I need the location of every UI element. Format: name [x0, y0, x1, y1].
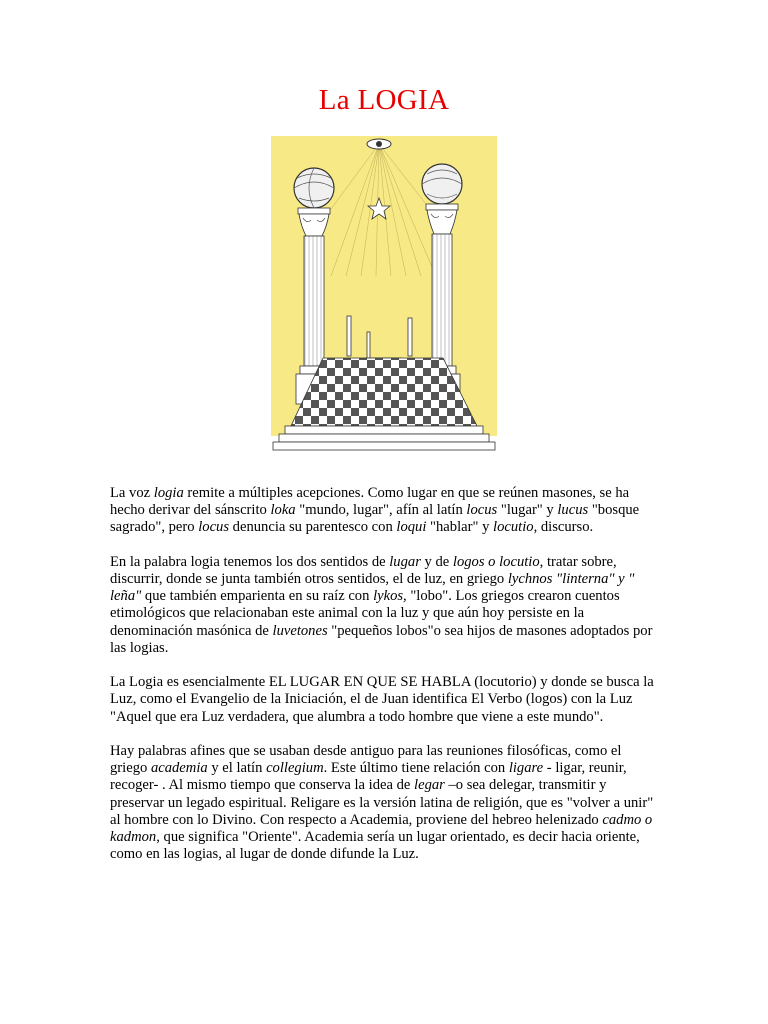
- italic-term: locus: [466, 502, 498, 519]
- italic-term: collegium: [266, 760, 324, 777]
- text-segment: y el latín: [207, 760, 267, 777]
- article-body: [110, 485, 658, 881]
- italic-term: legar: [414, 777, 445, 794]
- italic-term: academia: [150, 760, 208, 777]
- text-segment: denuncia su parentesco con: [229, 519, 397, 536]
- italic-term: loka: [270, 502, 296, 519]
- text-segment: "pequeños lobos"o sea hijos de masones adoptados por las logias.: [110, 622, 653, 656]
- italic-term: locus: [198, 519, 230, 536]
- italic-term: logos o locutio,: [452, 553, 544, 570]
- text-segment: La Logia es esencialmente EL LUGAR EN QUE SE HABLA (locutorio) y donde se busca la Luz, como el Evangelio de la Iniciación, el de Juan identifica El Verbo (logos) con la Luz "Aquel que era Luz verdadera, que alumbra a todo hombre que viene a este mundo".: [110, 674, 654, 725]
- italic-term: lucus: [557, 502, 589, 519]
- text-segment: que también emparienta en su raíz con: [141, 588, 374, 605]
- text-segment: Hay palabras afines que se usaban desde antiguo para las reuniones filosóficas, como el griego: [110, 743, 622, 777]
- text-segment: "hablar" y: [426, 519, 494, 536]
- text-segment: "mundo, lugar", afín al latín: [295, 502, 467, 519]
- italic-term: logia: [153, 485, 184, 501]
- text-segment: remite a múltiples acepciones. Como lugar en que se reúnen masones, se ha hecho derivar del sánscrito: [110, 485, 630, 519]
- paragraph: [110, 674, 658, 726]
- text-segment: "lugar" y: [497, 502, 558, 519]
- paragraph: [110, 485, 658, 537]
- italic-term: lykos,: [373, 588, 407, 605]
- page-title: La LOGIA: [318, 84, 450, 116]
- italic-term: luvetones: [272, 622, 328, 639]
- text-segment: , discurso.: [533, 519, 594, 536]
- text-segment: En la palabra logia tenemos los dos sentidos de: [110, 553, 390, 570]
- text-segment: "lobo". Los griegos crearon cuentos etimológicos que relacionaban este animal con la luz y que aún hoy persiste en la denominación masónica de: [110, 588, 620, 639]
- italic-term: cadmo o kadmon: [110, 811, 653, 846]
- italic-term: locutio: [493, 519, 534, 536]
- masonic-lodge-illustration: [271, 136, 497, 470]
- text-segment: - ligar, reunir, recoger- . Al mismo tiempo que conserva la idea de: [110, 760, 627, 794]
- italic-term: loqui: [396, 519, 427, 536]
- text-segment: , que significa "Oriente". Academia sería un lugar orientado, es decir hacia oriente, como en las logias, al lugar de donde difunde la Luz.: [110, 829, 640, 863]
- text-segment: tratar sobre, discurrir, donde se junta también otros sentidos, el de luz, en griego: [110, 553, 617, 587]
- text-segment: "bosque sagrado", pero: [110, 502, 640, 536]
- paragraph: [110, 554, 658, 657]
- paragraph: [110, 743, 658, 863]
- italic-term: lugar: [389, 553, 421, 570]
- italic-term: ligare: [508, 760, 544, 777]
- text-segment: La voz: [110, 485, 154, 501]
- text-segment: –o sea delegar, transmitir y preservar un legado espiritual. Religare es la versión latina de religión, que es "volver a unir" al hombre con lo Divino. Con respecto a Academia, proviene del hebreo helenizado: [110, 777, 654, 828]
- text-segment: . Este último tiene relación con: [323, 760, 509, 777]
- text-segment: y de: [420, 553, 453, 570]
- italic-term: lychnos "linterna" y " leña": [110, 571, 635, 605]
